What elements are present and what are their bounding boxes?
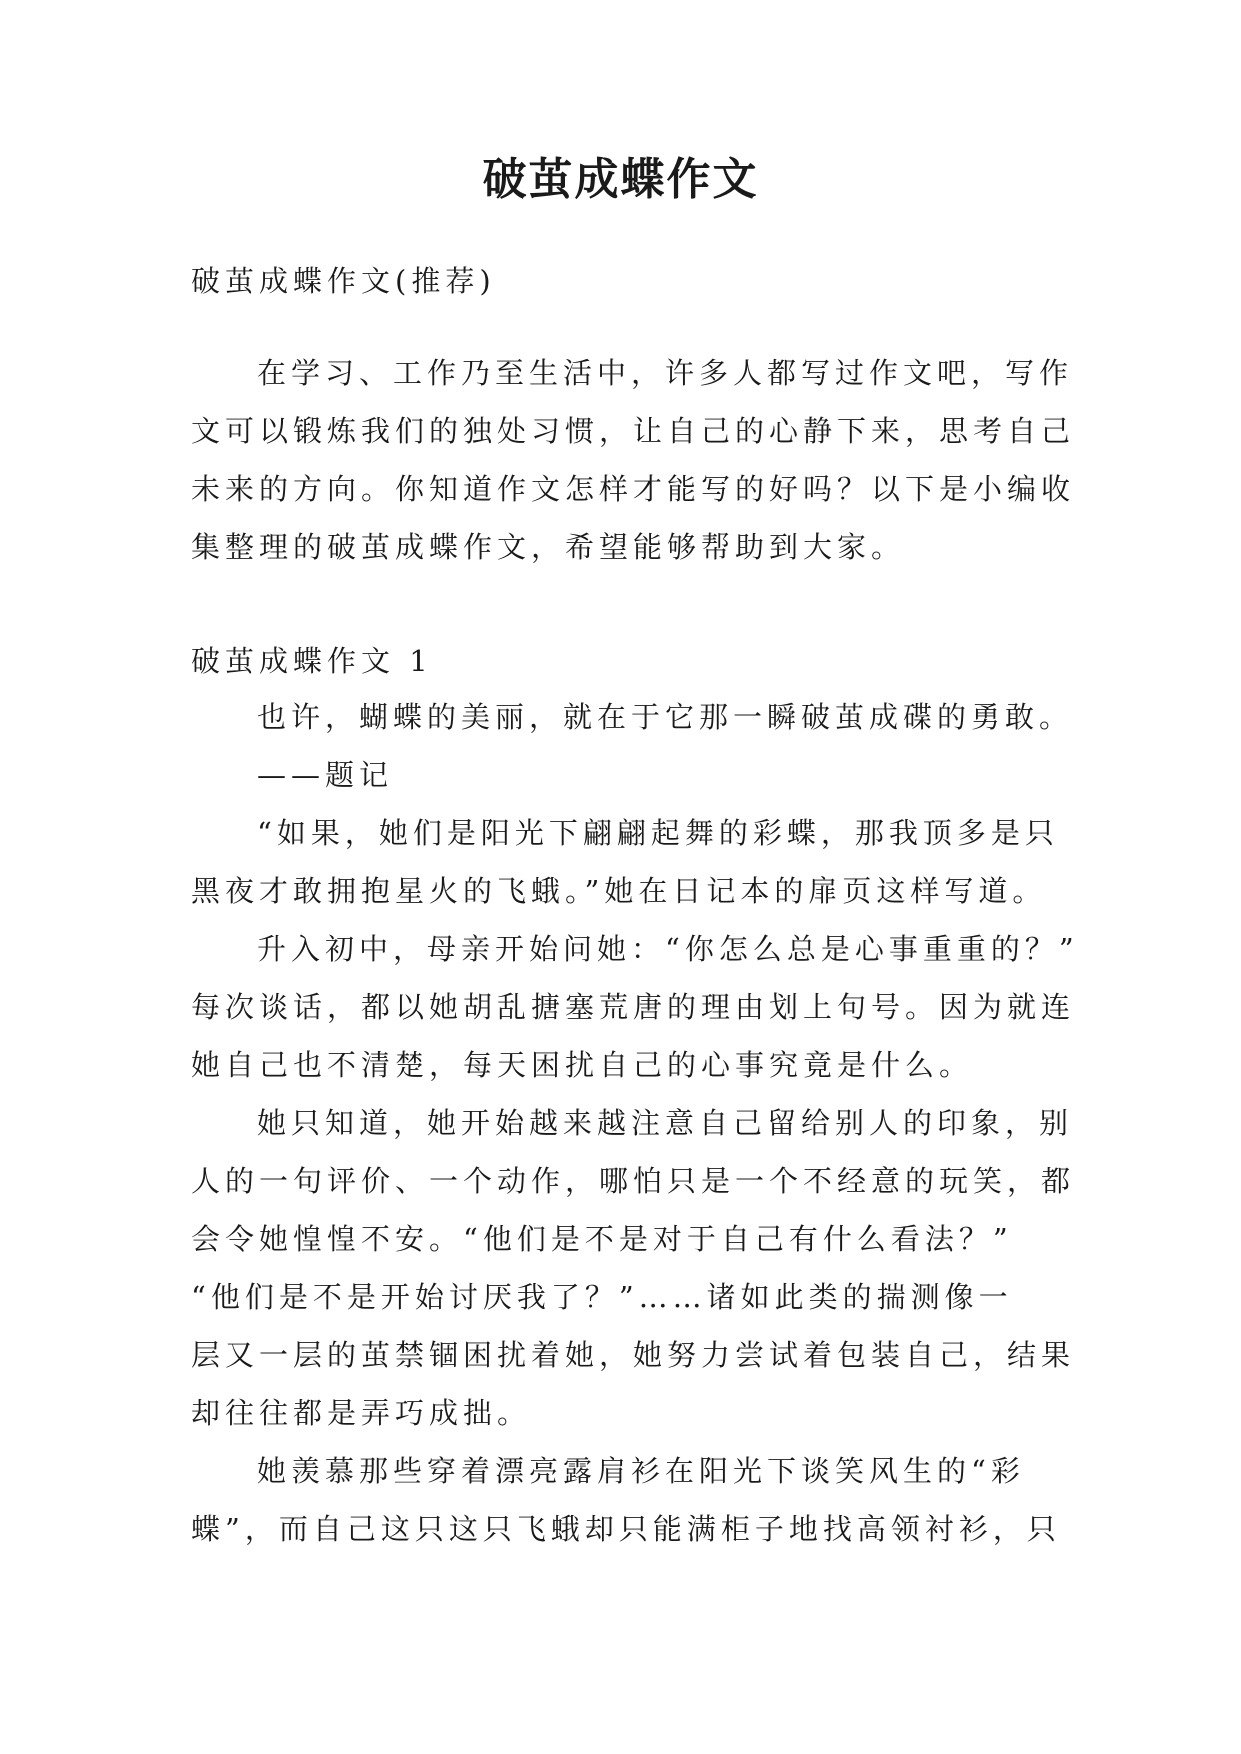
- intro-line: 未来的方向。你知道作文怎样才能写的好吗？以下是小编收: [191, 472, 1076, 506]
- essay-line: 黑夜才敢拥抱星火的飞蛾。”她在日记本的扉页这样写道。: [191, 874, 1047, 908]
- intro-line: 集整理的破茧成蝶作文，希望能够帮助到大家。: [191, 530, 906, 564]
- essay-line: 她只知道，她开始越来越注意自己留给别人的印象，别: [257, 1106, 1074, 1140]
- document-title: 破茧成蝶作文: [482, 154, 759, 205]
- essay-line: 每次谈话，都以她胡乱搪塞荒唐的理由划上句号。因为就连: [191, 990, 1076, 1024]
- essay-body: [191, 688, 1079, 1558]
- section-heading-line: 破茧成蝶作文 1: [191, 644, 433, 678]
- essay-line: 会令她惶惶不安。“他们是不是对于自己有什么看法？”: [191, 1222, 1013, 1256]
- essay-line: 她羡慕那些穿着漂亮露肩衫在阳光下谈笑风生的“彩: [257, 1454, 1025, 1488]
- essay-line: 她自己也不清楚，每天困扰自己的心事究竟是什么。: [191, 1048, 974, 1082]
- essay-line: 人的一句评价、一个动作，哪怕只是一个不经意的玩笑，都: [191, 1164, 1076, 1198]
- intro-line: 文可以锻炼我们的独处习惯，让自己的心静下来，思考自己: [191, 414, 1076, 448]
- intro-line: 在学习、工作乃至生活中，许多人都写过作文吧，写作: [257, 356, 1074, 390]
- essay-line: “他们是不是开始讨厌我了？”……诸如此类的揣测像一: [191, 1280, 1013, 1314]
- heading-line: 破茧成蝶作文(推荐): [191, 264, 496, 298]
- essay-line: 升入初中，母亲开始问她：“你怎么总是心事重重的？”: [257, 932, 1079, 966]
- essay-line: 却往往都是弄巧成拙。: [191, 1396, 532, 1430]
- essay-line: 也许，蝴蝶的美丽，就在于它那一瞬破茧成碟的勇敢。: [257, 700, 1074, 734]
- intro-paragraph: [191, 344, 1076, 576]
- essay-line: 蝶”，而自己这只这只飞蛾却只能满柜子地找高领衬衫，只: [191, 1512, 1061, 1546]
- essay-line: “如果，她们是阳光下翩翩起舞的彩蝶，那我顶多是只: [257, 816, 1059, 850]
- document-heading: [191, 252, 1051, 310]
- section-heading: [191, 632, 1051, 690]
- essay-line: 层又一层的茧禁锢困扰着她，她努力尝试着包装自己，结果: [191, 1338, 1076, 1372]
- epigraph-attribution: ——题记: [257, 758, 394, 792]
